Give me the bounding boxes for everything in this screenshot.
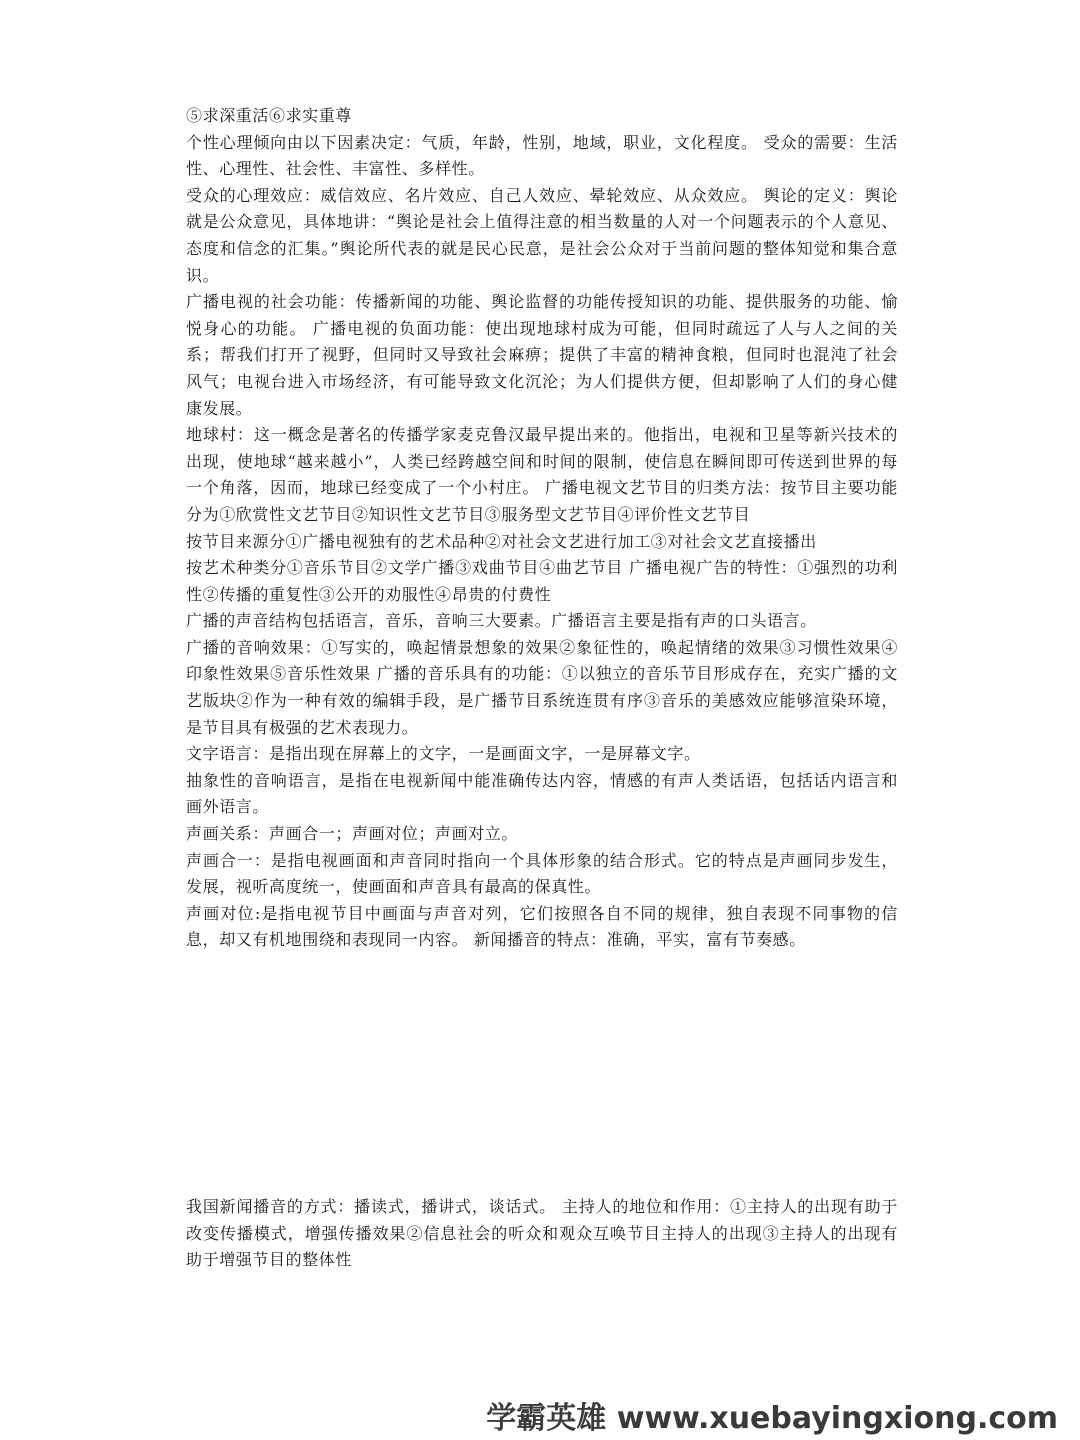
paragraph: 按艺术种类分①音乐节目②文学广播③戏曲节目④曲艺节目 广播电视广告的特性：①强烈的功利性②传播的重复性③公开的劝服性④昂贵的付费性 (186, 558, 898, 604)
paragraph: 个性心理倾向由以下因素决定：气质，年龄，性别，地域，职业，文化程度。 受众的需要：生活性、心理性、社会性、丰富性、多样性。 (186, 132, 898, 179)
paragraph: 我国新闻播音的方式：播读式，播讲式，谈话式。 主持人的地位和作用：①主持人的出现有助于改变传播模式，增强传播效果②信息社会的听众和观众互唤节目主持人的出现③主持人的出现有助于增强节目的整体性 (186, 1197, 898, 1270)
paragraph: 广播的音响效果：①写实的，唤起情景想象的效果②象征性的，唤起情绪的效果③习惯性效果④印象性效果⑤音乐性效果 广播的音乐具有的功能：①以独立的音乐节目形成存在，充实广播的文艺版块②作为一种有效的编辑手段，是广播节目系统连贯有序③音乐的美感效应能够渲染环境，是节目具有极强的艺术表现力。 (186, 637, 898, 737)
main-text-block (186, 103, 898, 954)
paragraph: 广播电视的社会功能：传播新闻的功能、舆论监督的功能传授知识的功能、提供服务的功能、愉悦身心的功能。 广播电视的负面功能：使出现地球村成为可能，但同时疏远了人与人之间的关系；帮我们打开了视野，但同时又导致社会麻痹；提供了丰富的精神食粮，但同时也混沌了社会风气；电视台进入市场经济，有可能导致文化沉沦；为人们提供方便，但却影响了人们的身心健康发展。 (186, 292, 898, 418)
paragraph: 受众的心理效应：威信效应、名片效应、自己人效应、晕轮效应、从众效应。 舆论的定义：舆论就是公众意见，具体地讲：“舆论是社会上值得注意的相当数量的人对一个问题表示的个人意见、态度和信念的汇集。”舆论所代表的就是民心民意，是社会公众对于当前问题的整体知觉和集合意识。 (186, 185, 898, 285)
site-watermark: 学霸英雄 www.xuebayingxiong.com (486, 1401, 1058, 1436)
paragraph: 抽象性的音响语言，是指在电视新闻中能准确传达内容，情感的有声人类话语，包括话内语言和画外语言。 (186, 770, 898, 817)
paragraph: 声画对位:是指电视节目中画面与声音对列，它们按照各自不同的规律，独自表现不同事物的信息，却又有机地围绕和表现同一内容。 新闻播音的特点：准确，平实，富有节奏感。 (186, 903, 898, 950)
second-text-block (186, 1194, 898, 1274)
paragraph: 地球村：这一概念是著名的传播学家麦克鲁汉最早提出来的。他指出，电视和卫星等新兴技术的出现，使地球“越来越小”，人类已经跨越空间和时间的限制，使信息在瞬间即可传送到世界的每一个角落，因而，地球已经变成了一个小村庄。 广播电视文艺节目的归类方法：按节目主要功能分为①欣赏性文艺节目②知识性文艺节目③服务型文艺节目④评价性文艺节目 (186, 425, 898, 524)
paragraph: 按节目来源分①广播电视独有的艺术品种②对社会文艺进行加工③对社会文艺直接播出 (186, 531, 817, 551)
paragraph: 声画合一：是指电视画面和声音同时指向一个具体形象的结合形式。它的特点是声画同步发生，发展，视听高度统一，使画面和声音具有最高的保真性。 (186, 850, 898, 897)
paragraph: 广播的声音结构包括语言，音乐，音响三大要素。广播语言主要是指有声的口头语言。 (186, 611, 817, 631)
paragraph: ⑤求深重活⑥求实重尊 (186, 106, 353, 125)
paragraph: 声画关系：声画合一；声画对位；声画对立。 (186, 824, 519, 844)
paragraph: 文字语言：是指出现在屏幕上的文字，一是画面文字，一是屏幕文字。 (186, 744, 701, 764)
